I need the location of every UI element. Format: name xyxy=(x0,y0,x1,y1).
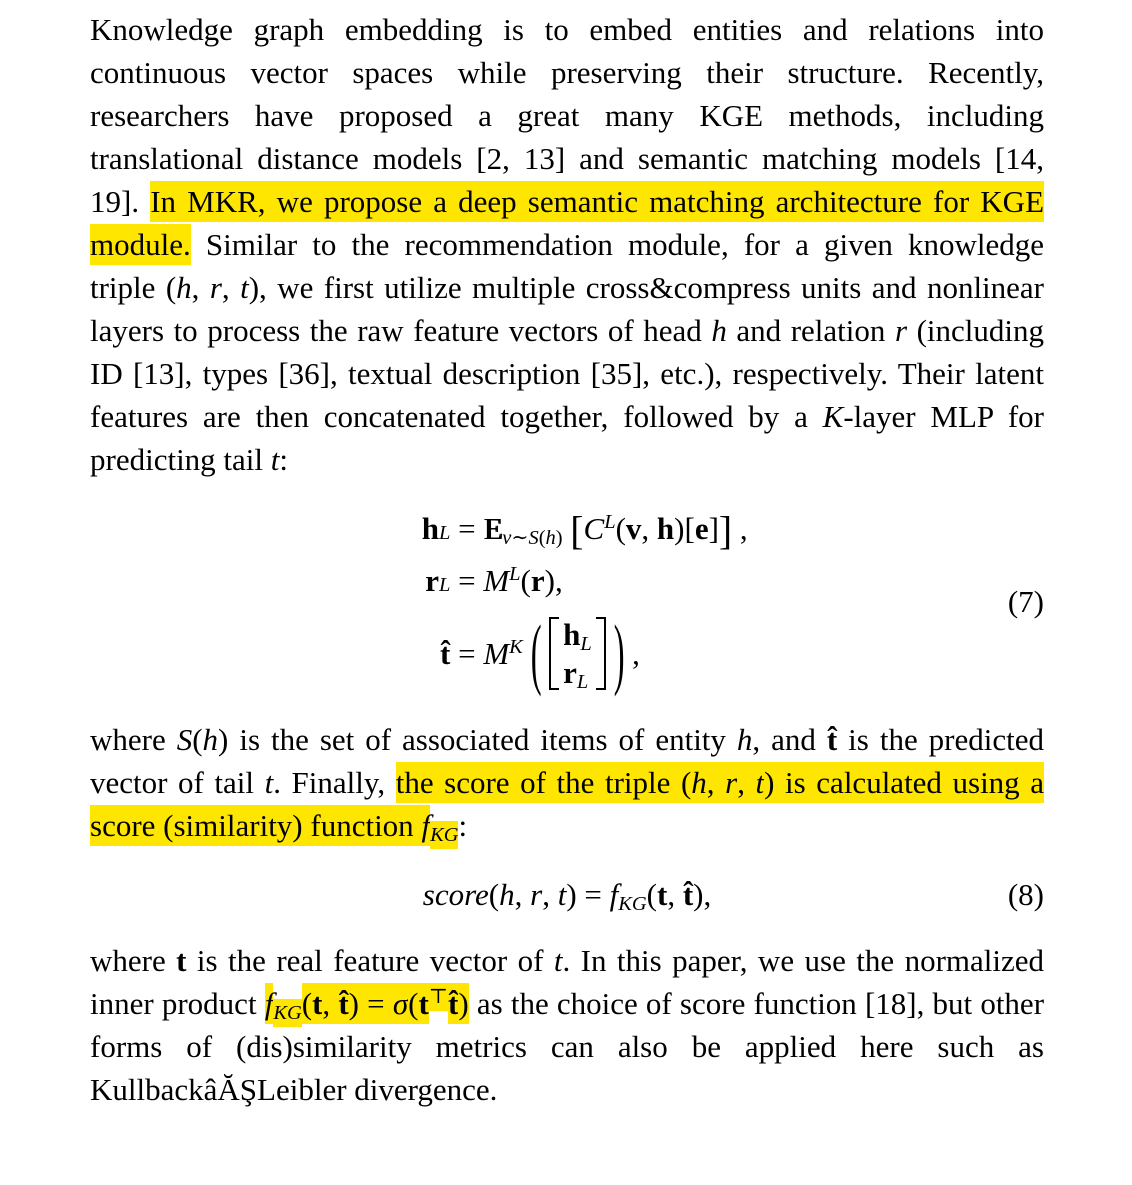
text-run: t xyxy=(264,765,274,801)
equation-7-line-2 xyxy=(386,563,747,599)
text-run: ) = xyxy=(566,877,610,913)
text-run: t xyxy=(240,270,249,305)
highlighted-text: KG xyxy=(273,999,301,1027)
equation-7-line-1 xyxy=(386,508,748,553)
text-run: t xyxy=(656,877,668,913)
highlighted-text: the score of the triple ( xyxy=(396,762,692,803)
text-run: ] xyxy=(718,508,733,553)
text-run: , xyxy=(641,511,657,546)
highlighted-text: ( xyxy=(302,983,312,1024)
text-run: h xyxy=(545,527,556,550)
highlighted-text: ) is calculated using a score (similarity) function xyxy=(90,762,1044,846)
text-run: f xyxy=(609,877,619,913)
text-run: , xyxy=(732,511,748,546)
text-run: ), xyxy=(544,563,563,598)
text-run: , xyxy=(191,270,210,305)
text-run: ), we first utilize multiple cross&compress units and nonlinear layers to process the raw feature vectors of head xyxy=(90,270,1045,348)
text-run: ( xyxy=(538,527,546,550)
text-run: e xyxy=(694,511,709,546)
text-run: L xyxy=(576,670,589,693)
text-run: ( xyxy=(646,877,657,913)
text-run: r xyxy=(530,877,543,913)
text-run: v xyxy=(625,511,642,546)
highlighted-text: , xyxy=(707,762,725,803)
highlighted-text: ( xyxy=(408,983,418,1024)
vector-bottom-row xyxy=(563,655,592,691)
highlighted-text: t̂ xyxy=(448,983,458,1024)
text-run: h xyxy=(421,511,439,546)
text-run: h xyxy=(736,722,753,758)
highlighted-text: f xyxy=(265,983,274,1024)
text-run: = xyxy=(450,511,484,546)
text-run: = xyxy=(450,563,484,598)
highlighted-text: t̂ xyxy=(338,983,348,1024)
paragraph-score-intro xyxy=(90,718,1044,847)
text-run: ] xyxy=(708,511,719,546)
text-run: and relation xyxy=(726,313,895,348)
open-paren-glyph: ( xyxy=(530,607,542,697)
equation-8 xyxy=(90,877,1044,916)
text-run: h xyxy=(499,877,515,913)
text-run: , and xyxy=(752,722,827,758)
text-run: is the real feature vector of xyxy=(186,943,554,979)
text-run: h xyxy=(176,270,192,305)
text-run: h xyxy=(656,511,675,546)
highlighted-text: ⊤ xyxy=(429,983,448,1011)
text-run: S xyxy=(528,527,539,550)
close-paren-glyph: ) xyxy=(613,607,625,697)
equation-7-number: (7) xyxy=(1007,583,1044,619)
text-run: . Finally, xyxy=(273,765,396,801)
highlighted-text: In MKR, we propose a deep semantic matching architecture for KGE module. xyxy=(90,181,1044,265)
text-run: ( xyxy=(520,563,531,598)
stacked-vector xyxy=(559,615,596,692)
text-run: )[ xyxy=(674,511,695,546)
text-run: ) xyxy=(555,527,563,550)
highlighted-text: t xyxy=(418,983,428,1024)
equation-7-lines xyxy=(386,508,748,697)
eq7-line2-rhs xyxy=(450,563,562,599)
highlighted-text: , xyxy=(322,983,338,1024)
text-run: K xyxy=(509,635,523,658)
paragraph-kge-intro xyxy=(90,8,1044,481)
text-run: r xyxy=(894,313,908,348)
highlighted-text: h xyxy=(691,762,707,803)
text-run: KG xyxy=(618,893,647,916)
eq7-line2-lhs: r L xyxy=(425,563,451,598)
highlighted-text: , xyxy=(737,762,755,803)
text-run: L xyxy=(580,633,592,656)
text-run: = xyxy=(450,635,484,671)
text-run: ∼ xyxy=(511,527,529,550)
text-run: where xyxy=(90,943,177,979)
text-run: M xyxy=(483,563,510,598)
vector-top-row xyxy=(563,617,592,656)
text-run: t xyxy=(553,943,563,979)
text-run: L xyxy=(509,562,521,585)
text-run: E xyxy=(483,511,503,546)
text-run: v xyxy=(502,527,512,550)
text-run: h xyxy=(563,617,581,652)
highlighted-text: r xyxy=(725,762,737,803)
eq7-line1-lhs: h L xyxy=(421,511,451,546)
text-run: r xyxy=(209,270,222,305)
equation-8-number: (8) xyxy=(1007,877,1044,913)
text-run: [ xyxy=(570,508,584,553)
text-run: Knowledge graph embedding is to embed entities and relations into continuous vector spaces while preserving their structure. Recently, researchers have proposed a great many KGE methods, including translational distance models [2, 13] and semantic matching models [14, 19]. xyxy=(90,12,1044,219)
open-bracket-shape xyxy=(549,617,559,690)
text-run: -layer MLP for predicting tail xyxy=(90,399,1044,477)
text-run: r xyxy=(563,654,577,690)
text-run: r xyxy=(425,563,439,598)
text-run: , xyxy=(667,877,683,913)
equation-7 xyxy=(90,508,1044,697)
close-bracket-shape xyxy=(596,617,606,690)
text-run: Similar to the recommendation module, for a given knowledge triple ( xyxy=(90,227,1044,305)
text-run: , xyxy=(221,270,241,305)
highlighted-text: σ xyxy=(393,983,408,1024)
equation-7-line-3 xyxy=(386,607,747,697)
text-run: where xyxy=(90,722,177,758)
text-run: t̂ xyxy=(826,722,838,758)
text-run: C xyxy=(583,511,605,546)
text-run: ( xyxy=(488,877,500,913)
text-run: : xyxy=(458,808,468,844)
text-run: t xyxy=(176,943,187,979)
highlighted-text: t xyxy=(312,983,322,1024)
text-run: h xyxy=(202,722,219,758)
text-run: : xyxy=(279,442,289,477)
eq7-line3-prefix xyxy=(450,636,522,672)
text-run: , xyxy=(514,877,531,913)
text-run: t xyxy=(557,877,567,913)
text-run: t̂ xyxy=(440,635,451,671)
text-run: (including ID [13], types [36], textual description [35], etc.), respectively. Their latent features are then concatenated together, followed by a xyxy=(90,313,1044,434)
text-run: ( xyxy=(192,722,203,758)
trailing-comma: , xyxy=(632,635,640,671)
text-run: score xyxy=(422,877,489,913)
eq7-line3-lhs xyxy=(386,636,450,672)
text-run: t̂ xyxy=(682,877,694,913)
highlighted-text: KG xyxy=(430,821,458,849)
highlighted-text: ) xyxy=(458,983,468,1024)
text-run: is the predicted vector of tail xyxy=(90,722,1044,801)
text-run: ) is the set of associated items of entity xyxy=(218,722,737,758)
equation-8-line xyxy=(422,877,712,916)
eq7-line1-rhs xyxy=(450,508,748,553)
text-run: . In this paper, we use the normalized inner product xyxy=(90,943,1045,1022)
text-run: K xyxy=(822,399,844,434)
text-run: S xyxy=(176,722,193,758)
text-run: , xyxy=(542,877,558,913)
text-run: M xyxy=(483,635,510,671)
text-run: h xyxy=(711,313,727,348)
text-run: L xyxy=(604,510,616,533)
highlighted-text: t xyxy=(756,762,765,803)
highlighted-text: f xyxy=(421,805,430,846)
text-run: ( xyxy=(615,511,626,546)
text-run: ), xyxy=(693,877,712,913)
text-run: r xyxy=(530,563,545,598)
paragraph-score-function xyxy=(90,939,1044,1111)
highlighted-text: ) = xyxy=(349,983,393,1024)
text-run: t xyxy=(270,442,280,477)
text-run: as the choice of score function [18], but other forms of (dis)similarity metrics can also be applied here such as KullbackâĂŞLeibler divergence. xyxy=(90,986,1045,1108)
eq7-line3-rhs xyxy=(450,607,640,697)
